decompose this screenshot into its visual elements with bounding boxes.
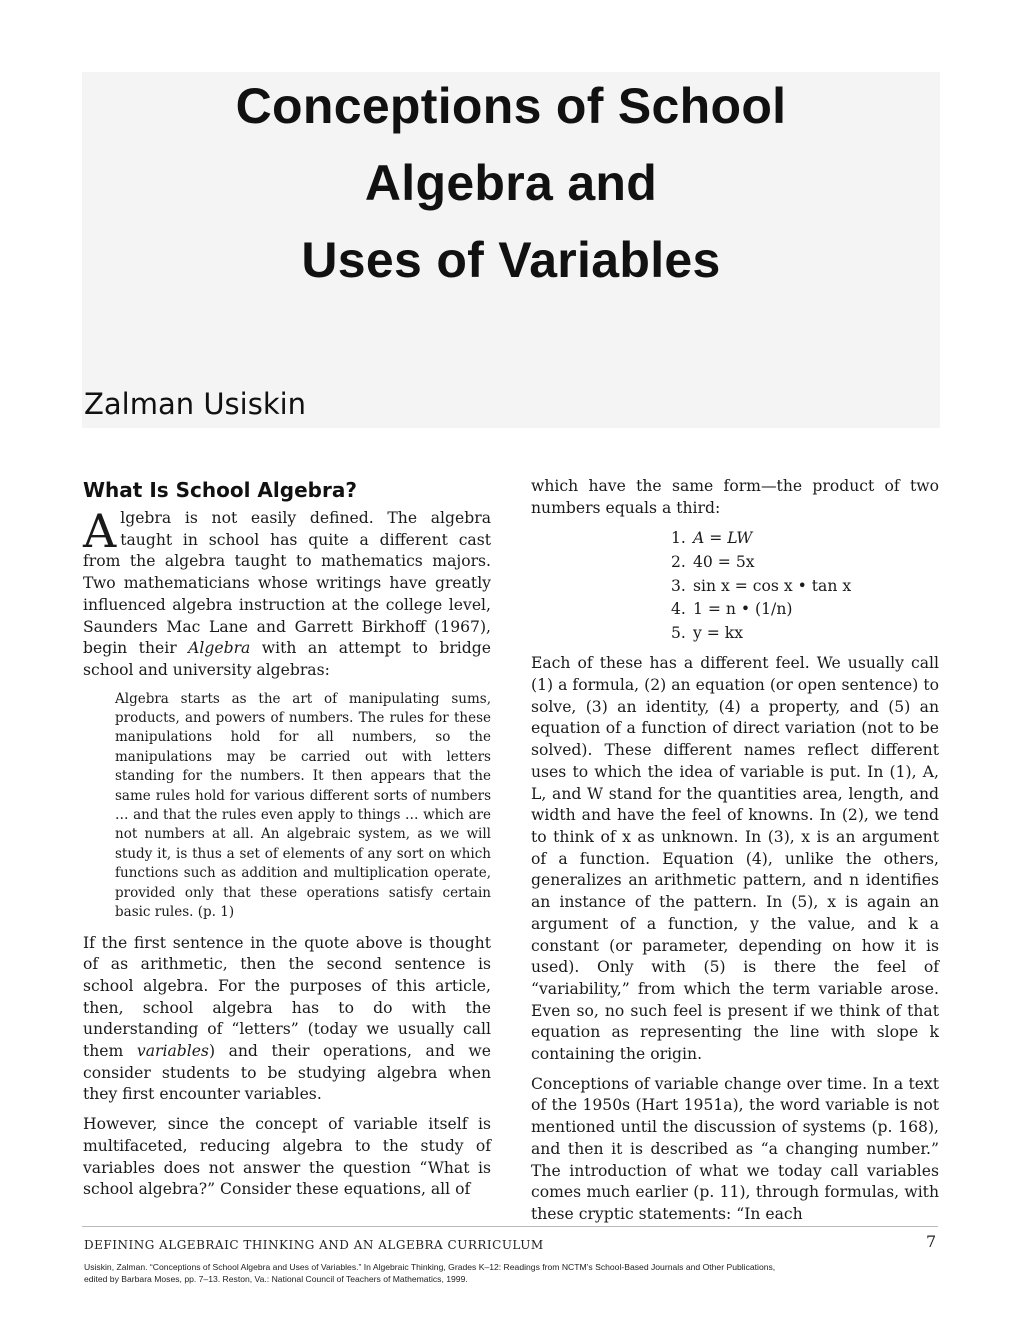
equation-item: 2. 40 = 5x [671,553,755,571]
citation-line-2: edited by Barbara Moses, pp. 7–13. Reston, Va.: National Council of Teachers of Mathematics, 1999. [84,1274,468,1284]
drop-cap: A [83,504,117,558]
intro-paragraph: Algebra is not easily defined. The algebra taught in school has quite a different cast from the algebra taught to mathematics majors. Two mathematicians whose writings have greatly influenced algebra instruction at the college level, Saunders Mac Lane and Garrett Birkhoff (1967), begin their Algebra with an attempt to bridge school and university algebras: [83,504,491,679]
footer-divider [82,1226,938,1227]
right-column [531,476,939,1226]
paragraph: which have the same form—the product of two numbers equals a third: [531,477,939,517]
paragraph: Each of these has a different feel. We usually call (1) a formula, (2) an equation (or open sentence) to solve, (3) an identity, (4) a property, and (5) an equation of a function of direct variation (not to be solved). These different names reflect different uses to which the idea of variable is put. In (1), A, L, and W stand for the quantities area, length, and width and have the feel of knowns. In (2), we tend to think of x as unknown. In (3), x is an argument of a function. Equation (4), unlike the others, generalizes an arithmetic pattern, and n identifies an instance of the pattern. In (5), x is again an argument of a function, y the value, and k a constant (or parameter, depending on how it is used). Only with (5) is there the feel of “variability,” from which the term variable arose. Even so, no such feel is present if we think of that equation as representing the line with slope k containing the origin. [531,654,939,1064]
equation-item: 4. 1 = n • (1/n) [671,600,793,619]
title-line-3: Uses of Variables [301,232,721,288]
running-head: DEFINING ALGEBRAIC THINKING AND AN ALGEBRA CURRICULUM [84,1238,544,1252]
title-line-2: Algebra and [364,155,658,211]
paragraph: However, since the concept of variable itself is multifaceted, reducing algebra to the study of variables does not answer the question “What is school algebra?” Consider these equations, all of [83,1115,491,1199]
block-quote: Algebra starts as the art of manipulating sums, products, and powers of numbers. The rules for these manipulations hold for all numbers, so the manipulations may be carried out with letters standing for the numbers. It then appears that the same rules hold for various different sorts of numbers … and that the rules even apply to things … which are not numbers at all. An algebraic system, as we will study it, is thus a set of elements of any sort on which functions such as addition and multiplication operate, provided only that these operations satisfy certain basic rules. (p. 1) [115,690,491,921]
equation-item: 5. y = kx [671,623,744,642]
left-column [83,476,491,1201]
citation-line-1: Usiskin, Zalman. “Conceptions of School Algebra and Uses of Variables.” In Algebraic Thinking, Grades K–12: Readings from NCTM’s School-Based Journals and Other Publications, [84,1262,776,1272]
equation-item: 3. sin x = cos x • tan x [671,576,852,595]
page-number: 7 [926,1232,937,1251]
section-heading: What Is School Algebra? [83,478,357,502]
citation [84,1261,944,1285]
author-name: Zalman Usiskin [84,387,307,421]
paragraph: If the first sentence in the quote above is thought of as arithmetic, then the second sentence is school algebra. For the purposes of this article, then, school algebra has to do with the understanding of “letters” (today we usually call them variables) and their operations, and we consider students to be studying algebra when they first encounter variables. [83,933,491,1104]
title-line-1: Conceptions of School [235,78,787,134]
paragraph: Conceptions of variable change over time. In a text of the 1950s (Hart 1951a), the word variable is not mentioned until the discussion of systems (p. 168), and then it is described as “a changing number.” The introduction of what we today call variables comes much earlier (p. 11), through formulas, with these cryptic statements: “In each [531,1074,939,1223]
article-title [82,68,940,299]
equation-list [671,527,939,645]
equation-item: 1. A = LW [671,529,753,548]
